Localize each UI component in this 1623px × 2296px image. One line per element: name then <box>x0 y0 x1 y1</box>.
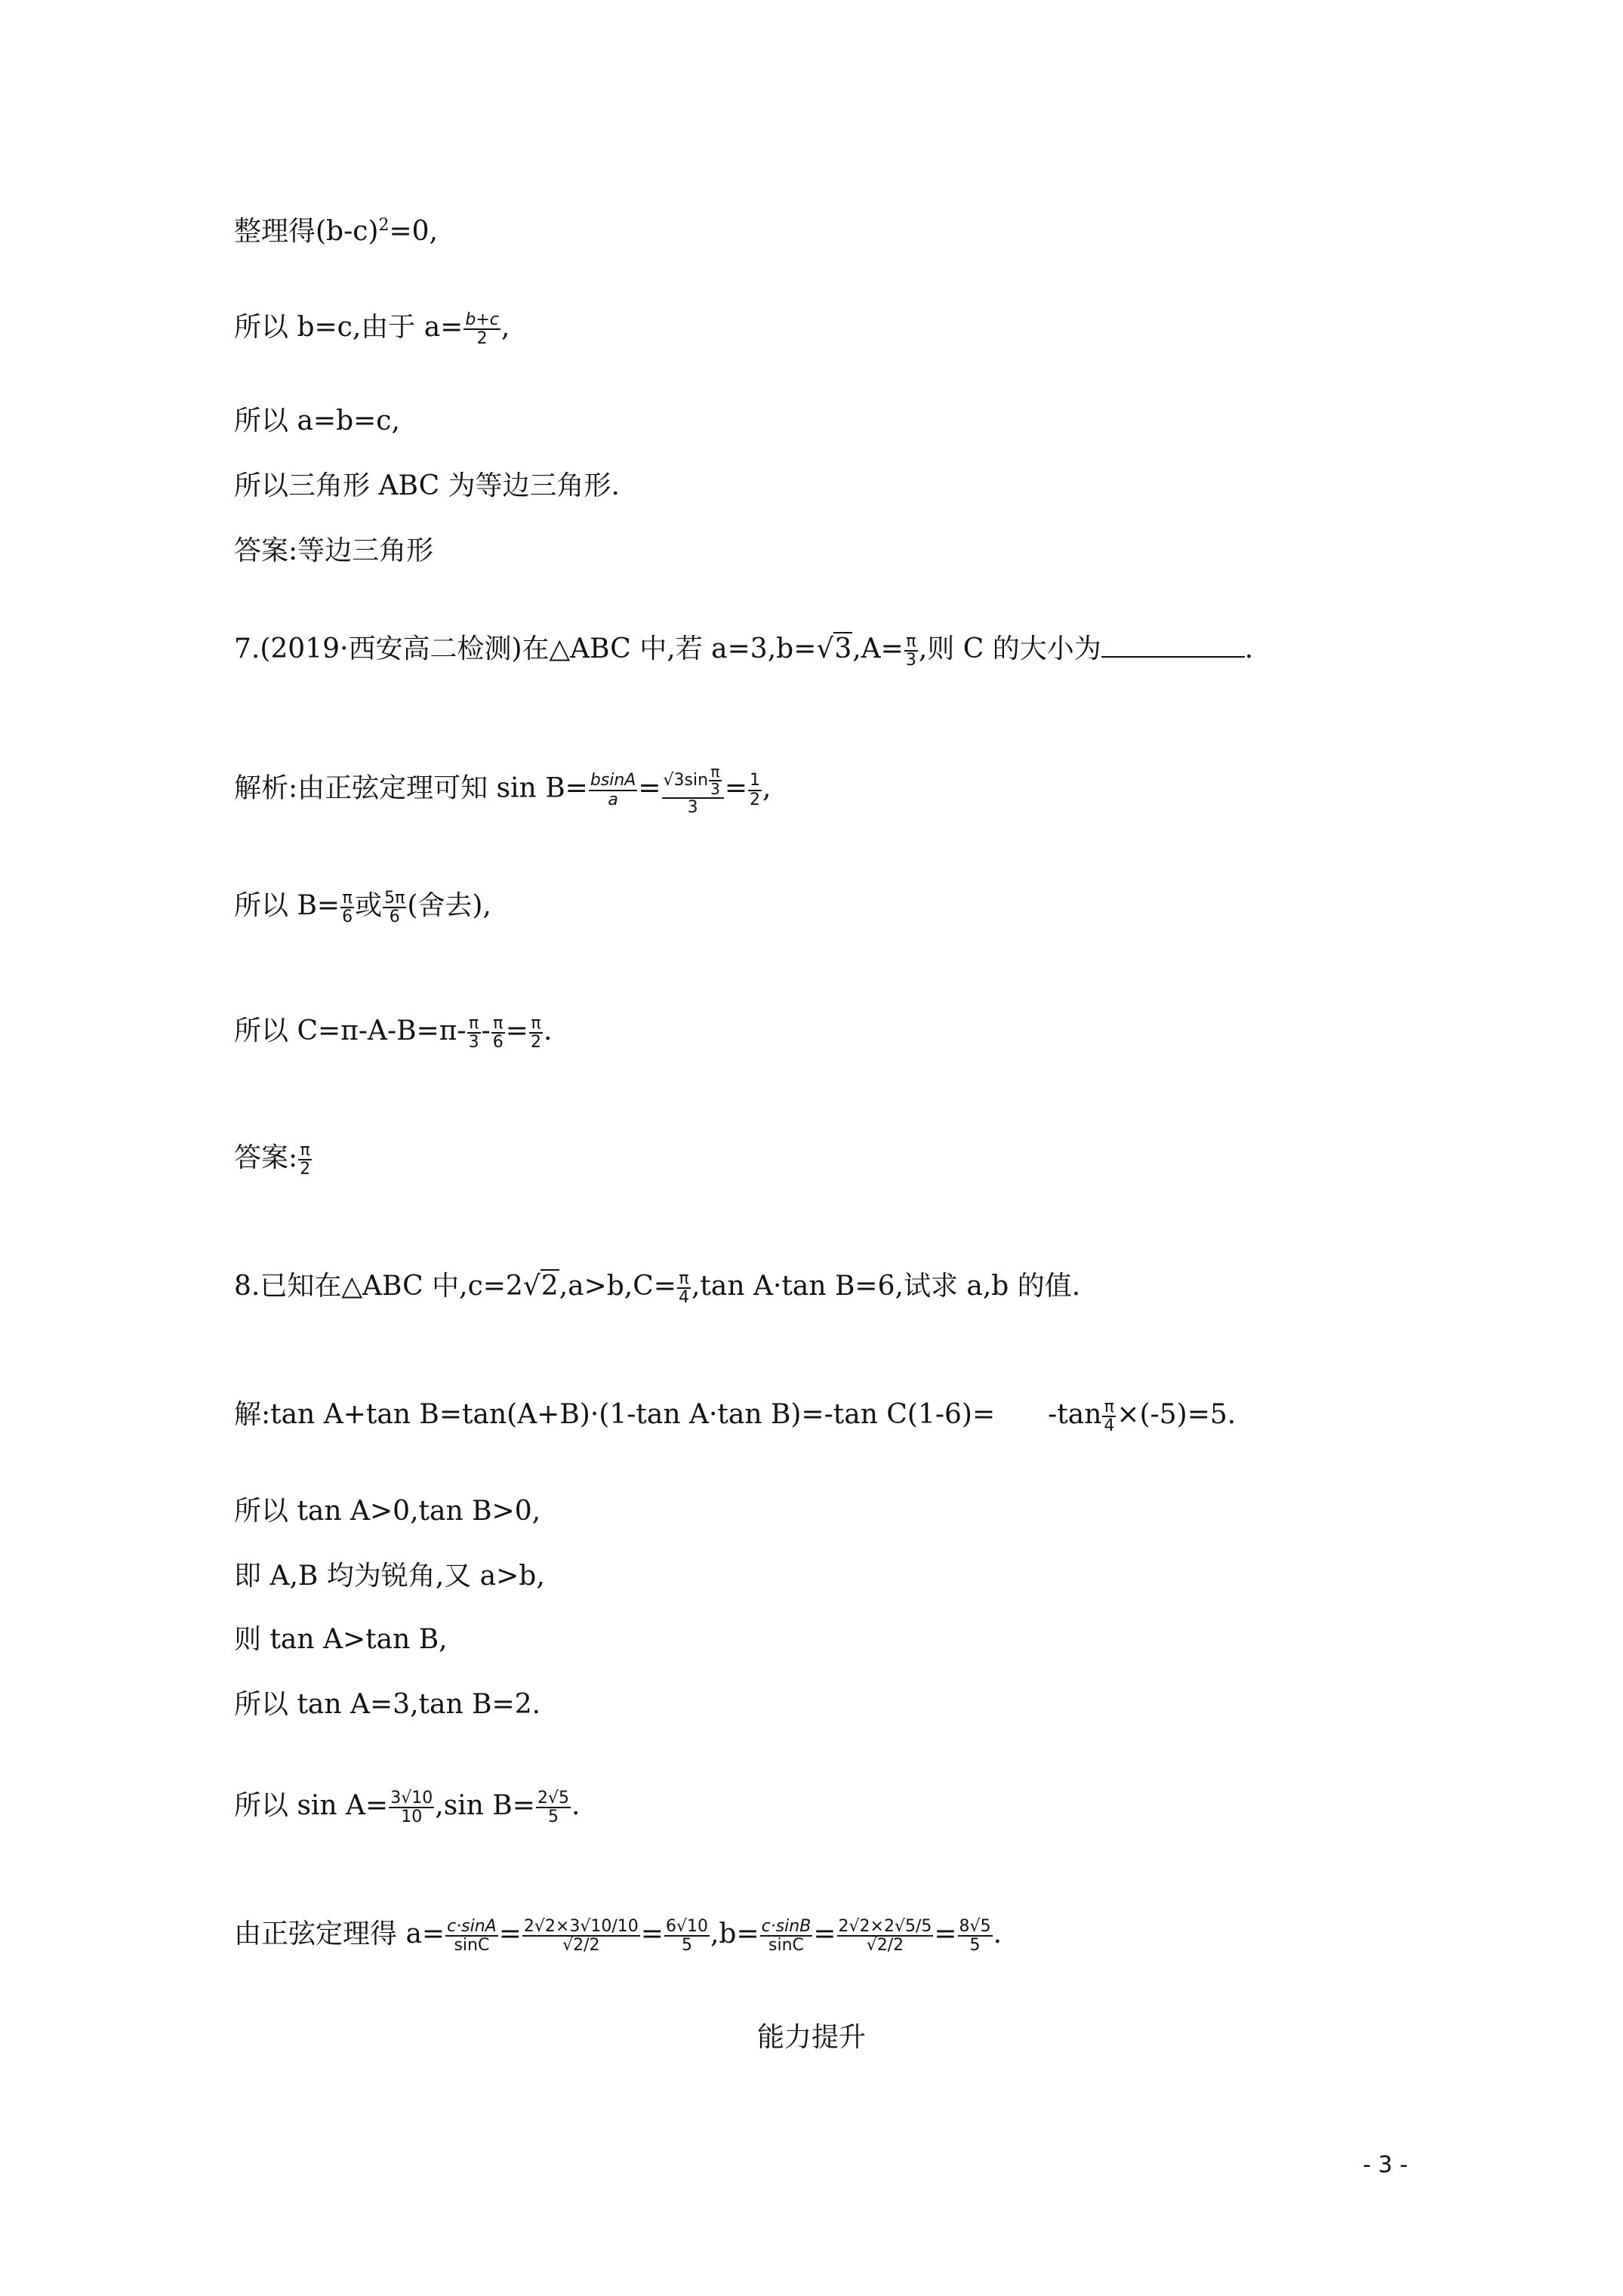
numerator: 8√5 <box>959 1917 991 1936</box>
text: = <box>813 1918 836 1950</box>
text: . <box>571 1790 581 1822</box>
fraction <box>340 889 354 926</box>
denominator: sinC <box>454 1936 490 1955</box>
text: ×(-5)=5. <box>1116 1399 1236 1431</box>
numerator: π <box>677 1270 691 1289</box>
denominator: 4 <box>678 1288 689 1308</box>
text: 所以 B= <box>234 890 340 922</box>
denominator: 5 <box>681 1936 692 1955</box>
text: . <box>993 1918 1002 1950</box>
fraction <box>748 772 762 808</box>
text: = <box>505 1015 528 1047</box>
answer-7 <box>234 1142 313 1178</box>
question-7 <box>234 633 1253 669</box>
denominator: 5 <box>969 1936 981 1955</box>
text: = <box>724 772 747 804</box>
solution-8-acute: 即 A,B 均为锐角,又 a>b, <box>234 1561 545 1592</box>
text: ,tan A·tan B=6,试求 a,b 的值. <box>691 1271 1081 1302</box>
question-8 <box>234 1270 1080 1306</box>
denominator: 6 <box>342 908 353 927</box>
numerator: π <box>467 1015 481 1034</box>
text: 7.(2019·西安高二检测)在△ABC 中,若 a=3,b= <box>234 633 817 665</box>
text: 8.已知在△ABC 中,c=2 <box>234 1271 523 1302</box>
text: -tan <box>1048 1399 1102 1431</box>
denominator: 2 <box>530 1033 541 1052</box>
solution-8-sines <box>234 1789 580 1826</box>
fraction <box>298 1142 312 1178</box>
line-collapse <box>234 217 438 245</box>
text: ,b= <box>710 1918 759 1950</box>
text: , <box>762 772 771 804</box>
text: 整理得(b-c) <box>234 216 379 247</box>
solution-7-angle-b <box>234 889 491 926</box>
numerator: 2√2×3√10/10 <box>523 1917 639 1936</box>
numerator: π <box>709 764 722 781</box>
denominator: 4 <box>1104 1416 1115 1436</box>
denominator: 3 <box>687 798 698 817</box>
numerator: π <box>904 633 918 652</box>
denominator: 6 <box>389 908 400 927</box>
sqrt: √2 <box>522 1271 559 1302</box>
denominator: a <box>608 790 618 809</box>
denominator: 3 <box>710 780 720 798</box>
text: = <box>934 1918 957 1950</box>
text: 由正弦定理得 a= <box>234 1918 445 1950</box>
solution-8-positive: 所以 tan A>0,tan B>0, <box>234 1496 541 1527</box>
text: ,则 C 的大小为 <box>918 633 1101 665</box>
text: =0, <box>389 216 438 247</box>
denominator: 3 <box>905 651 916 670</box>
text: . <box>1244 633 1254 665</box>
fraction <box>445 1918 498 1954</box>
solution-7-angle-c <box>234 1015 552 1051</box>
fraction <box>662 764 724 816</box>
page-number: - 3 - <box>1363 2152 1408 2178</box>
denominator: 10 <box>401 1808 423 1827</box>
text: 所以 b=c,由于 a= <box>234 312 463 344</box>
fraction <box>536 1789 571 1826</box>
superscript: 2 <box>378 216 390 235</box>
numerator: 5π <box>384 889 405 908</box>
numerator: 2√2×2√5/5 <box>838 1917 932 1936</box>
solution-8-compare: 则 tan A>tan B, <box>234 1624 448 1655</box>
text: 解析:由正弦定理可知 sin B= <box>234 772 588 804</box>
numerator: π <box>340 889 354 908</box>
fraction <box>664 1918 710 1954</box>
fraction <box>463 311 500 347</box>
fraction <box>467 1015 481 1051</box>
solution-7-sine-law <box>234 764 771 816</box>
numerator: c·sinB <box>761 1917 812 1936</box>
denominator: 5 <box>547 1808 559 1827</box>
text: ,a>b,C= <box>559 1271 676 1302</box>
numerator: 2√5 <box>537 1789 569 1808</box>
denominator: 2 <box>300 1160 311 1179</box>
fraction <box>904 633 918 669</box>
text: , <box>500 312 510 344</box>
fraction <box>1102 1398 1116 1435</box>
text: ,sin B= <box>435 1790 535 1822</box>
numerator: b+c <box>465 310 499 329</box>
numerator: c·sinA <box>447 1917 497 1936</box>
denominator: 6 <box>492 1033 504 1052</box>
answer-blank <box>1101 633 1245 658</box>
text: 所以 C=π-A-B=π- <box>234 1015 467 1047</box>
denominator: √2/2 <box>562 1936 600 1955</box>
radicand: 3 <box>834 633 852 665</box>
text: = <box>638 772 661 804</box>
answer-6: 答案:等边三角形 <box>234 535 434 566</box>
numerator: bsinA <box>590 771 636 791</box>
numerator: π <box>529 1015 543 1034</box>
numerator: 1 <box>749 771 760 791</box>
inner-fraction <box>709 764 722 797</box>
numerator: 3√10 <box>390 1789 433 1808</box>
text: 答案: <box>234 1142 298 1174</box>
text: = <box>640 1918 664 1950</box>
numerator: π <box>298 1142 312 1160</box>
numerator: 6√10 <box>665 1917 708 1936</box>
line-a-b-c: 所以 a=b=c, <box>234 405 400 436</box>
fraction <box>589 772 638 808</box>
text: 所以 sin A= <box>234 1790 389 1822</box>
text: 或 <box>355 890 383 922</box>
text: = <box>498 1918 522 1950</box>
fraction <box>383 889 406 926</box>
numerator-part: √3sin <box>663 771 709 790</box>
radicand: 2 <box>540 1271 559 1302</box>
fraction <box>837 1918 934 1954</box>
denominator: √2/2 <box>866 1936 904 1955</box>
numerator: π <box>491 1015 505 1034</box>
fraction <box>389 1789 434 1826</box>
text: . <box>543 1015 553 1047</box>
fraction <box>529 1015 543 1051</box>
numerator: π <box>1102 1398 1116 1417</box>
denominator: 2 <box>749 790 760 809</box>
text: 解:tan A+tan B=tan(A+B)·(1-tan A·tan B)=-tan C(1-6)= <box>234 1399 996 1431</box>
line-b-equals-c <box>234 311 510 347</box>
numerator <box>662 764 724 799</box>
text: - <box>481 1015 491 1047</box>
solution-8-tan-sum <box>234 1398 1236 1435</box>
fraction <box>958 1918 993 1954</box>
fraction <box>491 1015 505 1051</box>
fraction <box>760 1918 813 1954</box>
denominator: 3 <box>468 1033 479 1052</box>
solution-8-values: 所以 tan A=3,tan B=2. <box>234 1689 541 1720</box>
fraction <box>677 1270 691 1306</box>
fraction <box>522 1918 640 1954</box>
text: ,A= <box>852 633 904 665</box>
sqrt: √3 <box>816 633 852 665</box>
denominator: sinC <box>768 1936 804 1955</box>
section-title: 能力提升 <box>756 2022 866 2053</box>
denominator: 2 <box>476 329 488 349</box>
text: (舍去), <box>407 890 491 922</box>
solution-8-result <box>234 1918 1002 1954</box>
line-equilateral: 所以三角形 ABC 为等边三角形. <box>234 470 620 501</box>
